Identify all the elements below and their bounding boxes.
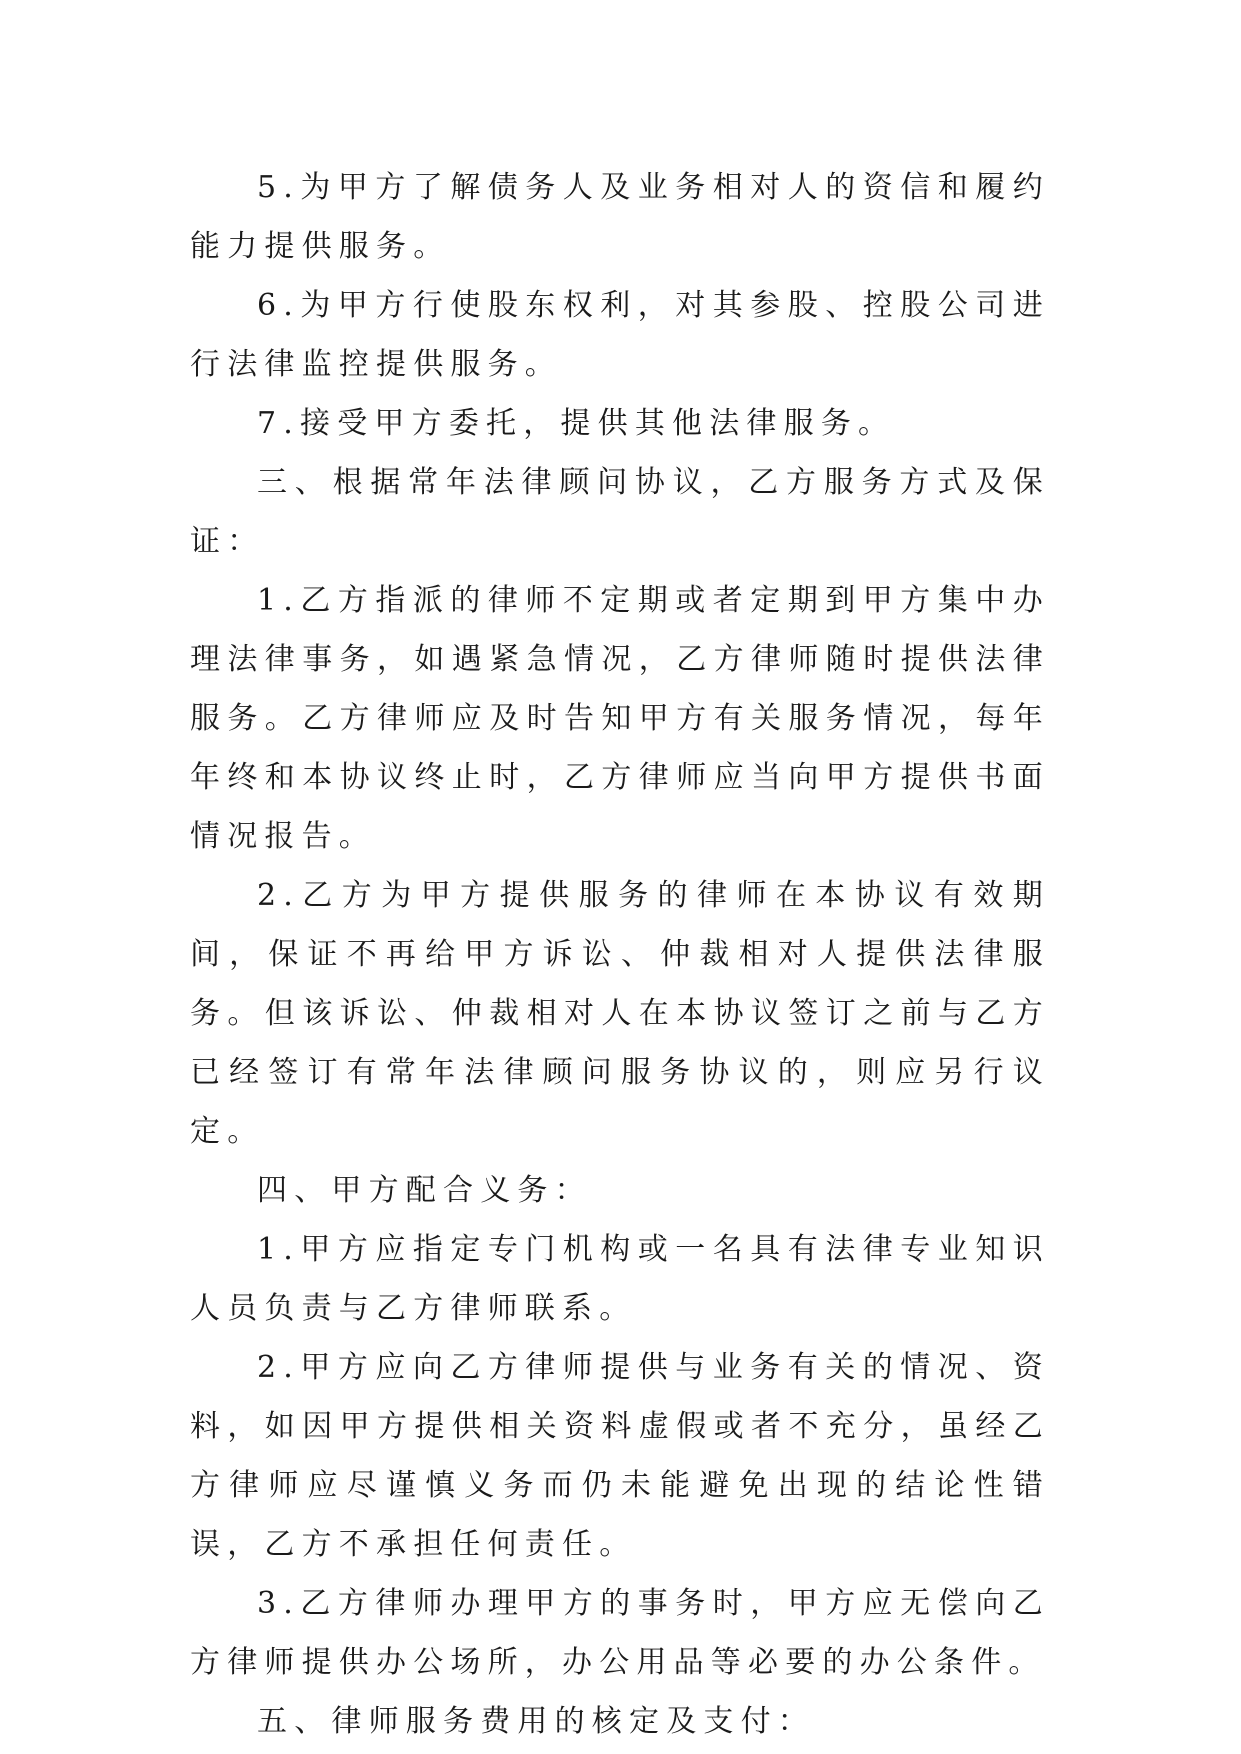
- paragraph-service-2: 2.乙方为甲方提供服务的律师在本协议有效期间，保证不再给甲方诉讼、仲裁相对人提供法律服务。但该诉讼、仲裁相对人在本协议签订之前与乙方已经签订有常年法律顾问服务协议的，则应另行议定。: [190, 878, 1050, 1149]
- section-heading-3: 三、根据常年法律顾问协议，乙方服务方式及保证：: [190, 465, 1050, 559]
- paragraph-duty-3: 3.乙方律师办理甲方的事务时，甲方应无偿向乙方律师提供办公场所，办公用品等必要的办公条件。: [190, 1586, 1050, 1680]
- section-heading-5: 五、律师服务费用的核定及支付：: [257, 1704, 815, 1739]
- paragraph-item-6: 6.为甲方行使股东权利，对其参股、控股公司进行法律监控提供服务。: [190, 288, 1050, 382]
- paragraph-item-5: 5.为甲方了解债务人及业务相对人的资信和履约能力提供服务。: [190, 170, 1050, 264]
- paragraph-duty-1: 1.甲方应指定专门机构或一名具有法律专业知识人员负责与乙方律师联系。: [190, 1232, 1050, 1326]
- document-body: [190, 158, 1050, 1751]
- paragraph-item-7: 7.接受甲方委托，提供其他法律服务。: [257, 406, 896, 441]
- section-heading-4: 四、甲方配合义务：: [257, 1173, 592, 1208]
- paragraph-duty-2: 2.甲方应向乙方律师提供与业务有关的情况、资料，如因甲方提供相关资料虚假或者不充分，虽经乙方律师应尽谨慎义务而仍未能避免出现的结论性错误，乙方不承担任何责任。: [190, 1350, 1050, 1562]
- paragraph-service-1: 1.乙方指派的律师不定期或者定期到甲方集中办理法律事务，如遇紧急情况，乙方律师随时提供法律服务。乙方律师应及时告知甲方有关服务情况，每年年终和本协议终止时，乙方律师应当向甲方提供书面情况报告。: [190, 583, 1050, 854]
